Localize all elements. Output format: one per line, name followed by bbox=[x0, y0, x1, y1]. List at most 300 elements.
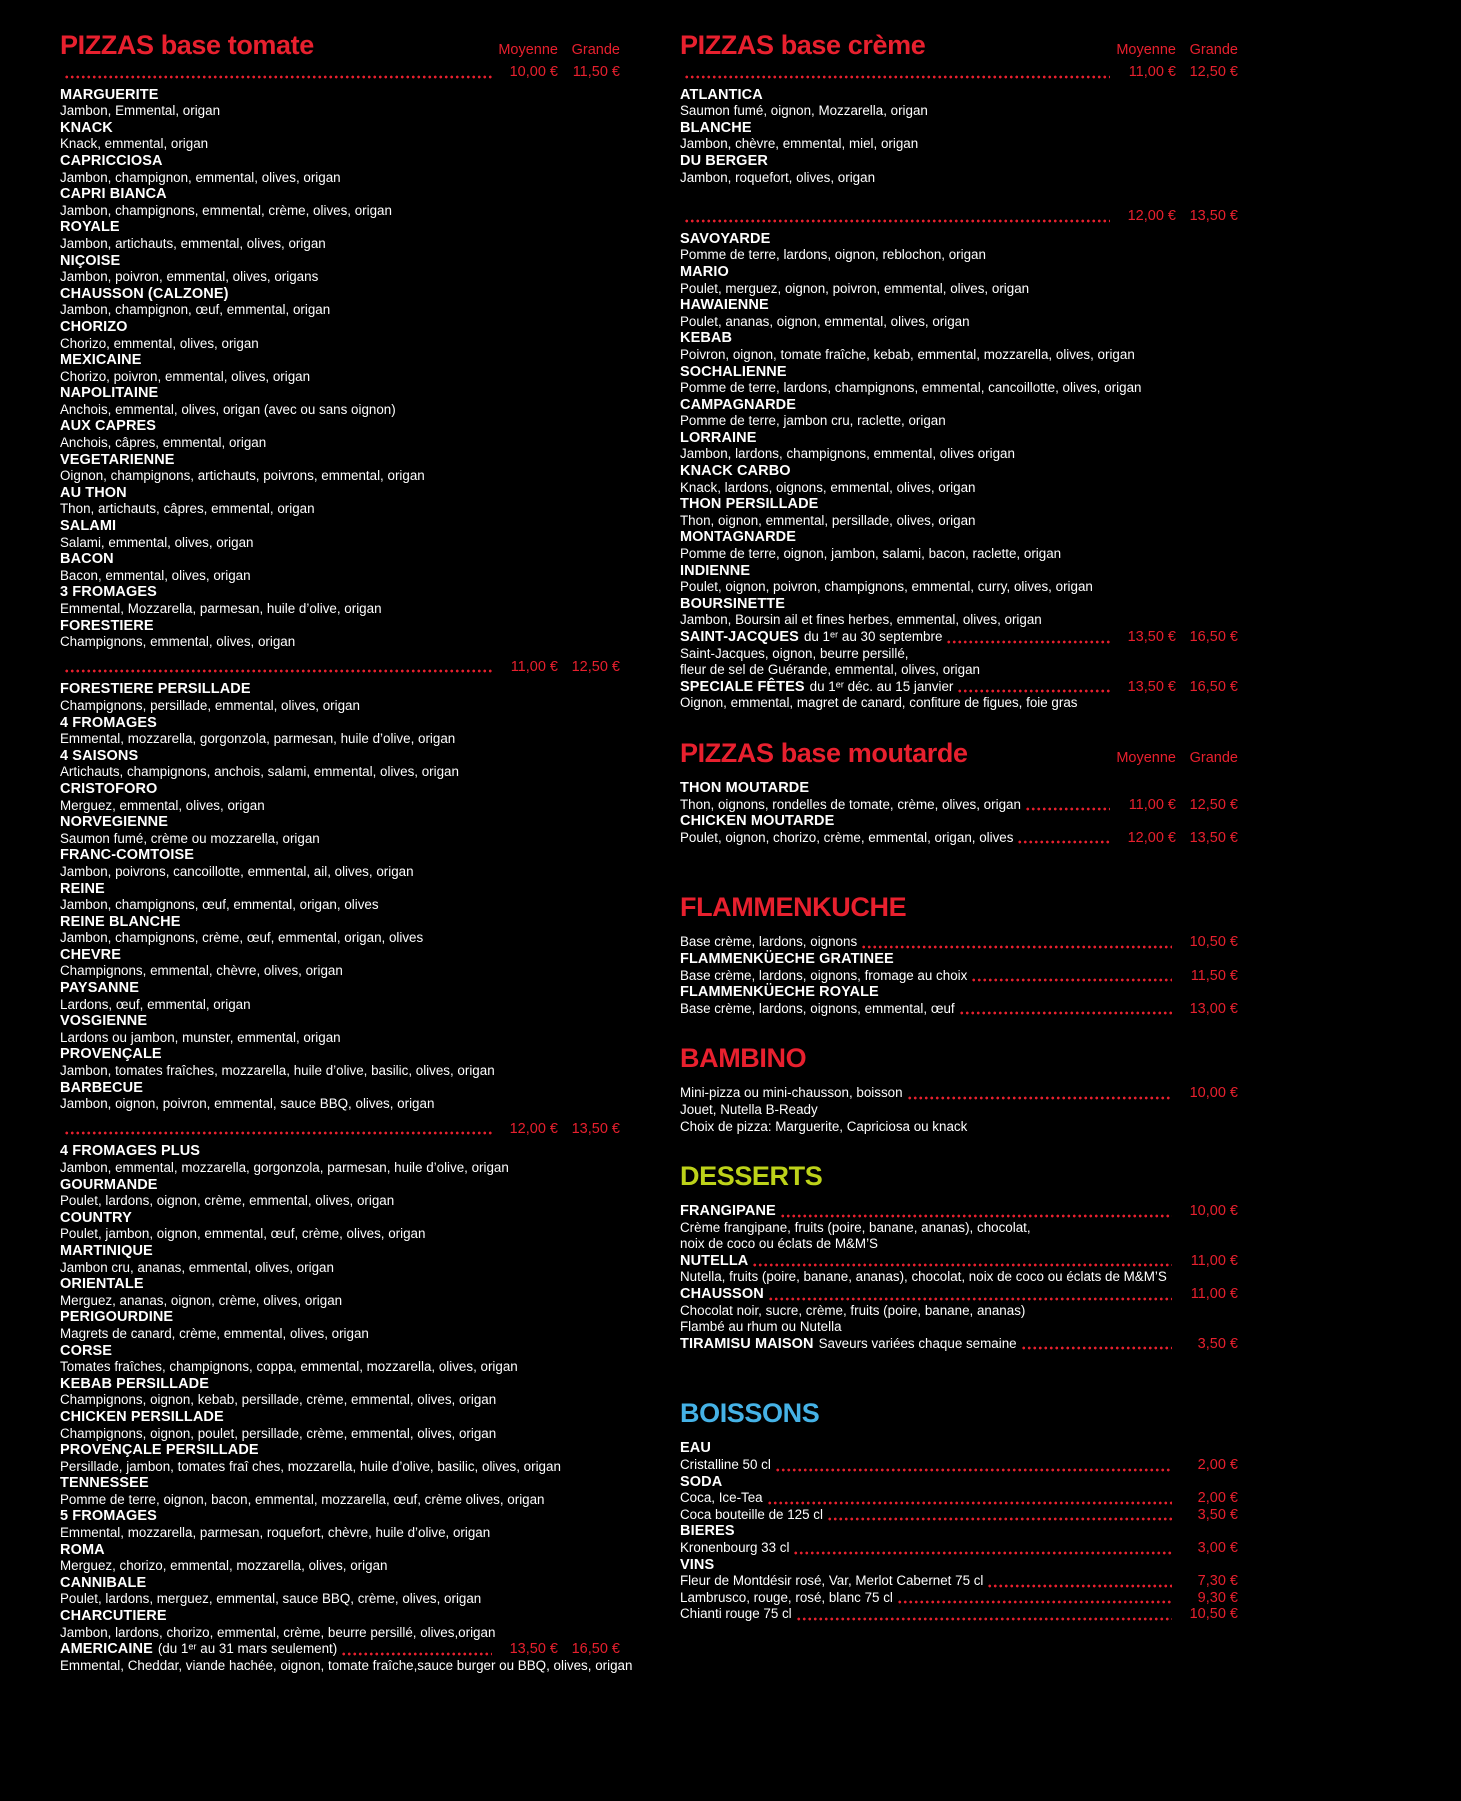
item-name-row bbox=[680, 231, 1238, 248]
dotted-leader bbox=[987, 1576, 1172, 1588]
menu-item bbox=[680, 397, 1238, 430]
item-desc-row bbox=[60, 1492, 620, 1509]
item-name-row bbox=[60, 847, 620, 864]
dotted-leader bbox=[946, 632, 1110, 644]
item-name: DU BERGER bbox=[680, 152, 768, 169]
item-desc: Champignons, emmental, chèvre, olives, origan bbox=[60, 963, 343, 979]
section-title: PIZZAS base tomate bbox=[60, 30, 314, 60]
item-desc-row bbox=[60, 1459, 620, 1476]
price-grande: 11,00 € bbox=[1190, 1286, 1238, 1303]
menu-item bbox=[680, 1440, 1238, 1473]
menu-item bbox=[60, 681, 620, 714]
item-desc-row bbox=[680, 480, 1238, 497]
item-desc: Merguez, emmental, olives, origan bbox=[60, 797, 265, 813]
item-name-row bbox=[60, 385, 620, 402]
menu-item bbox=[60, 947, 620, 980]
menu-column-right bbox=[680, 30, 1238, 1623]
item-desc-row bbox=[680, 1457, 1238, 1474]
item-desc: Coca bouteille de 125 cl bbox=[680, 1506, 823, 1522]
item-desc: Pomme de terre, oignon, bacon, emmental, mozzarella, œuf, crème olives, origan bbox=[60, 1491, 545, 1507]
item-name: ROMA bbox=[60, 1541, 105, 1558]
price-group bbox=[60, 659, 620, 1113]
menu-item bbox=[680, 153, 1238, 186]
dotted-leader bbox=[827, 1509, 1172, 1521]
item-desc: Poulet, merguez, oignon, poivron, emmental, olives, origan bbox=[680, 280, 1030, 296]
item-desc-row bbox=[60, 402, 620, 419]
item-name: REINE bbox=[60, 880, 105, 897]
item-desc: Chorizo, poivron, emmental, olives, origan bbox=[60, 368, 311, 384]
item-desc: Saumon fumé, crème ou mozzarella, origan bbox=[60, 830, 320, 846]
item-name-row bbox=[680, 529, 1238, 546]
menu-item bbox=[680, 1523, 1238, 1556]
menu-item bbox=[60, 319, 620, 352]
item-name: BARBECUE bbox=[60, 1079, 143, 1096]
item-desc: Fleur de Montdésir rosé, Var, Merlot Cabernet 75 cl bbox=[680, 1573, 984, 1589]
item-desc: Jambon, Emmental, origan bbox=[60, 103, 221, 119]
menu-item bbox=[60, 1046, 620, 1079]
item-name: MARTINIQUE bbox=[60, 1242, 153, 1259]
item-name: THON PERSILLADE bbox=[680, 496, 819, 513]
item-desc: Chocolat noir, sucre, crème, fruits (poire, banane, ananas) bbox=[680, 1302, 1026, 1318]
item-name-row bbox=[680, 780, 1238, 797]
dotted-leader bbox=[64, 1123, 492, 1135]
item-name: SPECIALE FÊTES bbox=[680, 678, 805, 695]
menu-item bbox=[680, 1336, 1238, 1353]
item-name: AU THON bbox=[60, 484, 127, 501]
item-name-row bbox=[60, 286, 620, 303]
item-desc-row bbox=[60, 1558, 620, 1575]
item-name-row bbox=[680, 297, 1238, 314]
menu-item bbox=[680, 297, 1238, 330]
item-desc: Jambon, roquefort, olives, origan bbox=[680, 169, 876, 185]
item-name-row bbox=[680, 596, 1238, 613]
item-name: INDIENNE bbox=[680, 562, 751, 579]
menu-item bbox=[60, 881, 620, 914]
price-group bbox=[680, 780, 1238, 846]
menu-section bbox=[680, 892, 1238, 1017]
item-desc-row bbox=[680, 103, 1238, 120]
menu-item bbox=[680, 264, 1238, 297]
dotted-leader bbox=[793, 1543, 1172, 1555]
item-desc-row bbox=[680, 1540, 1238, 1557]
item-desc: Choix de pizza: Marguerite, Capriciosa ou knack bbox=[680, 1118, 968, 1134]
item-name: 4 SAISONS bbox=[60, 747, 139, 764]
item-name: CAPRICCIOSA bbox=[60, 152, 163, 169]
item-desc-row bbox=[680, 1490, 1238, 1507]
item-name: 4 FROMAGES bbox=[60, 714, 157, 731]
item-desc: Merguez, chorizo, emmental, mozzarella, olives, origan bbox=[60, 1558, 388, 1574]
item-desc: Tomates fraîches, champignons, coppa, emmental, mozzarella, olives, origan bbox=[60, 1359, 518, 1375]
item-name-row bbox=[60, 1177, 620, 1194]
menu-item bbox=[680, 496, 1238, 529]
menu-item bbox=[60, 153, 620, 186]
menu-item bbox=[60, 1143, 620, 1176]
item-desc: Poivron, oignon, tomate fraîche, kebab, emmental, mozzarella, olives, origan bbox=[680, 346, 1135, 362]
item-desc-row bbox=[60, 1226, 620, 1243]
item-name: SOCHALIENNE bbox=[680, 363, 787, 380]
item-desc: Persillade, jambon, tomates fraî ches, mozzarella, huile d’olive, basilic, olives, origan bbox=[60, 1458, 561, 1474]
item-desc: Cristalline 50 cl bbox=[680, 1457, 771, 1473]
item-desc: Lambrusco, rouge, rosé, blanc 75 cl bbox=[680, 1589, 893, 1605]
menu-item bbox=[680, 1557, 1238, 1623]
price-moyenne: 11,00 € bbox=[1128, 64, 1176, 80]
item-desc-row bbox=[60, 731, 620, 748]
item-desc-row bbox=[680, 1606, 1238, 1623]
menu-item bbox=[60, 584, 620, 617]
price-grande: 2,00 € bbox=[1197, 1457, 1238, 1474]
item-desc: fleur de sel de Guérande, emmental, olives, origan bbox=[680, 662, 980, 678]
item-desc-row bbox=[680, 612, 1238, 629]
item-desc-row bbox=[60, 269, 620, 286]
item-desc-row bbox=[680, 413, 1238, 430]
item-name-row bbox=[60, 551, 620, 568]
item-desc-row bbox=[680, 662, 1238, 679]
section-title-row bbox=[680, 30, 1238, 60]
item-desc: Lardons ou jambon, munster, emmental, origan bbox=[60, 1029, 341, 1045]
item-name-row bbox=[60, 618, 620, 635]
item-desc-row bbox=[60, 1160, 620, 1177]
price-grande: 13,50 € bbox=[1189, 829, 1238, 846]
price-group bbox=[60, 1120, 633, 1675]
item-name-row bbox=[680, 1203, 1238, 1220]
item-name-row bbox=[680, 563, 1238, 580]
dotted-leader bbox=[897, 1592, 1172, 1604]
item-name: HAWAIENNE bbox=[680, 297, 769, 314]
dotted-leader bbox=[861, 937, 1172, 949]
item-desc-row bbox=[680, 1001, 1238, 1018]
group-price-row bbox=[680, 64, 1238, 81]
price-moyenne: 10,00 € bbox=[509, 64, 558, 80]
item-desc: Jambon, chèvre, emmental, miel, origan bbox=[680, 136, 919, 152]
item-desc-row bbox=[680, 380, 1238, 397]
price-grande: 12,50 € bbox=[1189, 64, 1238, 80]
item-name-row bbox=[60, 1046, 620, 1063]
item-desc-row bbox=[60, 1657, 633, 1675]
item-name: AMERICAINE bbox=[60, 1641, 153, 1658]
group-price-row bbox=[60, 1121, 620, 1138]
price-grande: 11,50 € bbox=[572, 64, 620, 80]
dotted-leader bbox=[796, 1609, 1172, 1621]
section-title-row bbox=[680, 892, 1238, 922]
item-desc-row bbox=[680, 1119, 1238, 1136]
item-name: CHEVRE bbox=[60, 946, 122, 963]
menu-item bbox=[60, 1013, 620, 1046]
menu-item bbox=[60, 1608, 620, 1641]
item-desc-row bbox=[60, 1525, 620, 1542]
item-desc: Saumon fumé, oignon, Mozzarella, origan bbox=[680, 103, 928, 119]
price-grande: 3,50 € bbox=[1197, 1335, 1238, 1352]
dotted-leader bbox=[971, 970, 1172, 982]
menu-item bbox=[680, 1474, 1238, 1524]
item-name: CHICKEN MOUTARDE bbox=[680, 813, 835, 830]
item-name: CAMPAGNARDE bbox=[680, 396, 797, 413]
item-name: COUNTRY bbox=[60, 1209, 132, 1226]
item-desc-row bbox=[60, 236, 620, 253]
item-name: AUX CAPRES bbox=[60, 418, 157, 435]
item-name-row bbox=[60, 1575, 620, 1592]
item-desc-row bbox=[680, 1269, 1238, 1286]
item-desc: Champignons, oignon, poulet, persillade, crème, emmental, olives, origan bbox=[60, 1425, 497, 1441]
item-name: CANNIBALE bbox=[60, 1574, 147, 1591]
menu-item bbox=[60, 1475, 620, 1508]
price-grande: 11,00 € bbox=[1190, 1252, 1238, 1269]
item-name-row bbox=[680, 463, 1238, 480]
item-name: ROYALE bbox=[60, 219, 120, 236]
item-name: THON MOUTARDE bbox=[680, 779, 810, 796]
dotted-leader bbox=[684, 67, 1110, 79]
item-name-row bbox=[680, 1286, 1238, 1303]
item-desc-row bbox=[60, 1625, 620, 1642]
item-name-row bbox=[680, 951, 1238, 968]
item-name-row bbox=[60, 418, 620, 435]
item-desc-row bbox=[60, 634, 620, 651]
item-name-row bbox=[680, 1557, 1238, 1574]
item-desc-row bbox=[680, 1085, 1238, 1102]
item-suffix: (du 1ᵉʳ au 31 mars seulement) bbox=[157, 1641, 338, 1657]
item-name: KEBAB PERSILLADE bbox=[60, 1375, 210, 1392]
item-desc-row bbox=[60, 1591, 620, 1608]
item-desc: Crème frangipane, fruits (poire, banane, ananas), chocolat, bbox=[680, 1219, 1031, 1235]
item-desc-row bbox=[680, 1590, 1238, 1607]
item-name: SALAMI bbox=[60, 518, 117, 535]
item-desc: Kronenbourg 33 cl bbox=[680, 1540, 790, 1555]
price-grande: 13,50 € bbox=[1189, 208, 1238, 225]
price-moyenne: 12,00 € bbox=[1127, 829, 1176, 846]
item-desc-row bbox=[60, 568, 620, 585]
price-group bbox=[60, 64, 620, 651]
menu-item bbox=[60, 618, 620, 651]
item-desc-row bbox=[680, 830, 1238, 847]
dotted-leader bbox=[957, 681, 1110, 693]
menu-item bbox=[680, 430, 1238, 463]
item-desc: Champignons, emmental, olives, origan bbox=[60, 634, 296, 650]
item-desc: noix de coco ou éclats de M&M’S bbox=[680, 1236, 878, 1252]
item-name: KNACK bbox=[60, 119, 113, 136]
item-desc-row bbox=[60, 997, 620, 1014]
menu-item bbox=[60, 1276, 620, 1309]
item-name: GOURMANDE bbox=[60, 1176, 158, 1193]
item-desc: Knack, emmental, origan bbox=[60, 136, 209, 152]
item-name: CHAUSSON bbox=[680, 1286, 764, 1303]
section-title: PIZZAS base moutarde bbox=[680, 737, 968, 768]
item-desc: Artichauts, champignons, anchois, salami, emmental, olives, origan bbox=[60, 764, 459, 780]
dotted-leader bbox=[959, 1003, 1172, 1015]
item-desc-row bbox=[60, 601, 620, 618]
item-desc: Jambon, champignon, emmental, olives, origan bbox=[60, 169, 341, 185]
item-name: FRANC-COMTOISE bbox=[60, 847, 195, 864]
menu-item bbox=[60, 186, 620, 219]
dotted-leader bbox=[1025, 799, 1110, 811]
item-desc-row bbox=[680, 1507, 1238, 1524]
item-desc: Bacon, emmental, olives, origan bbox=[60, 567, 251, 583]
item-name-row bbox=[60, 1608, 620, 1625]
item-name-row bbox=[60, 881, 620, 898]
item-desc: Flambé au rhum ou Nutella bbox=[680, 1319, 842, 1335]
menu-item bbox=[60, 814, 620, 847]
item-name: VOSGIENNE bbox=[60, 1013, 148, 1030]
item-name: 5 FROMAGES bbox=[60, 1508, 157, 1525]
item-desc: Anchois, câpres, emmental, origan bbox=[60, 435, 267, 451]
menu-item bbox=[60, 1309, 620, 1342]
item-name-row bbox=[680, 984, 1238, 1001]
item-desc: Thon, oignon, emmental, persillade, olives, origan bbox=[680, 512, 976, 528]
size-header-moyenne: Moyenne bbox=[1116, 749, 1176, 766]
item-desc: Jambon, emmental, mozzarella, gorgonzola, parmesan, huile d’olive, origan bbox=[60, 1160, 509, 1175]
item-desc-row bbox=[60, 864, 620, 881]
item-desc: Mini-pizza ou mini-chausson, boisson bbox=[680, 1085, 903, 1101]
section-title: BOISSONS bbox=[680, 1398, 820, 1429]
section-title-row bbox=[680, 1043, 1238, 1073]
price-moyenne: 11,00 € bbox=[1128, 796, 1176, 813]
menu-item bbox=[60, 1343, 620, 1376]
dotted-leader bbox=[1017, 832, 1110, 844]
menu-item bbox=[680, 780, 1238, 813]
item-desc-row bbox=[680, 579, 1238, 596]
menu-item bbox=[60, 352, 620, 385]
item-name: PROVENÇALE bbox=[60, 1046, 162, 1063]
item-name-row bbox=[60, 1409, 620, 1426]
item-desc-row bbox=[680, 1303, 1238, 1320]
item-desc-row bbox=[680, 546, 1238, 563]
item-desc: Pomme de terre, jambon cru, raclette, origan bbox=[680, 413, 946, 429]
item-name-row bbox=[60, 584, 620, 601]
menu-item bbox=[60, 120, 620, 153]
item-name: BOURSINETTE bbox=[680, 595, 786, 612]
price-moyenne: 12,00 € bbox=[1127, 208, 1176, 225]
item-desc-row bbox=[60, 1096, 620, 1113]
price-grande: 10,00 € bbox=[1189, 1085, 1238, 1102]
menu-item bbox=[680, 330, 1238, 363]
item-desc: Champignons, oignon, kebab, persillade, crème, emmental, olives, origan bbox=[60, 1392, 497, 1408]
section-title: FLAMMENKUCHE bbox=[680, 892, 907, 923]
menu-item bbox=[60, 1542, 620, 1575]
item-name: CORSE bbox=[60, 1342, 113, 1359]
menu-section bbox=[680, 738, 1238, 846]
item-desc-row bbox=[60, 1359, 620, 1376]
item-name-row bbox=[60, 319, 620, 336]
item-name-row bbox=[680, 1523, 1238, 1540]
menu-item bbox=[680, 679, 1238, 712]
menu-section bbox=[60, 30, 633, 1674]
item-desc: Emmental, mozzarella, parmesan, roquefort, chèvre, huile d’olive, origan bbox=[60, 1525, 491, 1541]
item-desc-row bbox=[680, 347, 1238, 364]
item-desc-row bbox=[680, 934, 1238, 951]
item-name-row bbox=[60, 980, 620, 997]
menu-section bbox=[680, 1161, 1238, 1352]
item-name-row bbox=[680, 87, 1238, 104]
price-grande: 13,00 € bbox=[1189, 1000, 1238, 1017]
item-desc-row bbox=[680, 1573, 1238, 1590]
menu-item bbox=[680, 364, 1238, 397]
price-grande: 12,50 € bbox=[1189, 796, 1238, 813]
item-name: FORESTIERE PERSILLADE bbox=[60, 681, 251, 698]
item-name: SAINT-JACQUES bbox=[680, 629, 799, 645]
price-moyenne: 11,00 € bbox=[510, 658, 558, 675]
item-desc: Coca, Ice-Tea bbox=[680, 1490, 763, 1506]
item-name: BLANCHE bbox=[680, 119, 752, 136]
item-name-row bbox=[680, 364, 1238, 381]
dotted-leader bbox=[1021, 1338, 1172, 1350]
item-desc-row bbox=[60, 1293, 620, 1310]
group-price-row bbox=[60, 659, 620, 676]
item-name-row bbox=[60, 1542, 620, 1559]
item-desc: Oignon, champignons, artichauts, poivrons, emmental, origan bbox=[60, 468, 425, 484]
item-name-row bbox=[60, 1080, 620, 1097]
item-desc: Jambon, champignons, œuf, emmental, origan, olives bbox=[60, 897, 379, 913]
item-name-row bbox=[60, 715, 620, 732]
item-name-row bbox=[60, 120, 620, 137]
item-desc-row bbox=[60, 1193, 620, 1210]
item-name: TENNESSEE bbox=[60, 1475, 149, 1492]
price-grande: 9,30 € bbox=[1197, 1589, 1238, 1606]
section-title: BAMBINO bbox=[680, 1043, 807, 1074]
item-suffix: du 1ᵉʳ au 30 septembre bbox=[803, 629, 943, 644]
item-desc: Jambon, champignons, crème, œuf, emmental, origan, olives bbox=[60, 930, 424, 946]
menu-item bbox=[680, 563, 1238, 596]
item-desc: Base crème, lardons, oignons bbox=[680, 934, 858, 950]
menu-item bbox=[60, 286, 620, 319]
menu-item bbox=[680, 1085, 1238, 1135]
menu-section bbox=[680, 30, 1238, 712]
item-name-row bbox=[60, 1143, 620, 1160]
menu-item bbox=[60, 847, 620, 880]
item-desc-row bbox=[60, 535, 620, 552]
item-name-row bbox=[60, 186, 620, 203]
item-name-row bbox=[680, 120, 1238, 137]
item-desc-row bbox=[680, 968, 1238, 985]
item-name-row bbox=[60, 1508, 620, 1525]
item-desc-row bbox=[60, 930, 620, 947]
dotted-leader bbox=[767, 1493, 1172, 1505]
item-desc: Oignon, emmental, magret de canard, confiture de figues, foie gras bbox=[680, 695, 1078, 711]
item-name: SODA bbox=[680, 1473, 723, 1490]
menu-item bbox=[60, 219, 620, 252]
item-name-row bbox=[60, 1309, 620, 1326]
item-name: PROVENÇALE PERSILLADE bbox=[60, 1442, 259, 1459]
item-desc-row bbox=[60, 103, 620, 120]
item-desc-row bbox=[680, 1220, 1238, 1237]
item-name-row bbox=[60, 1376, 620, 1393]
item-name-row bbox=[60, 781, 620, 798]
menu-item bbox=[680, 934, 1238, 951]
item-name: FLAMMENKÜECHE GRATINEE bbox=[680, 950, 894, 967]
item-name: VEGETARIENNE bbox=[60, 451, 175, 468]
item-name: KNACK CARBO bbox=[680, 463, 791, 480]
item-name: MEXICAINE bbox=[60, 352, 142, 369]
item-name-row bbox=[60, 153, 620, 170]
item-name: CHICKEN PERSILLADE bbox=[60, 1408, 224, 1425]
item-desc: Base crème, lardons, oignons, emmental, œuf bbox=[680, 1000, 955, 1016]
section-title: PIZZAS base crème bbox=[680, 30, 926, 60]
item-desc: Jambon, artichauts, emmental, olives, origan bbox=[60, 235, 326, 251]
item-name: BIERES bbox=[680, 1523, 735, 1540]
item-name-row bbox=[60, 914, 620, 931]
item-name-row bbox=[60, 1442, 620, 1459]
item-desc-row bbox=[680, 1319, 1238, 1336]
item-name-row bbox=[680, 264, 1238, 281]
price-group bbox=[680, 64, 1238, 186]
item-name: 3 FROMAGES bbox=[60, 584, 157, 601]
item-desc-row bbox=[60, 831, 620, 848]
item-desc-row bbox=[60, 170, 620, 187]
menu-item bbox=[680, 596, 1238, 629]
item-desc: Poulet, oignon, poivron, champignons, emmental, curry, olives, origan bbox=[680, 579, 1093, 595]
menu-item bbox=[60, 485, 620, 518]
item-desc: Jambon, champignon, œuf, emmental, origan bbox=[60, 302, 331, 318]
item-name-row bbox=[60, 814, 620, 831]
item-desc-row bbox=[680, 247, 1238, 264]
item-desc-row bbox=[60, 897, 620, 914]
